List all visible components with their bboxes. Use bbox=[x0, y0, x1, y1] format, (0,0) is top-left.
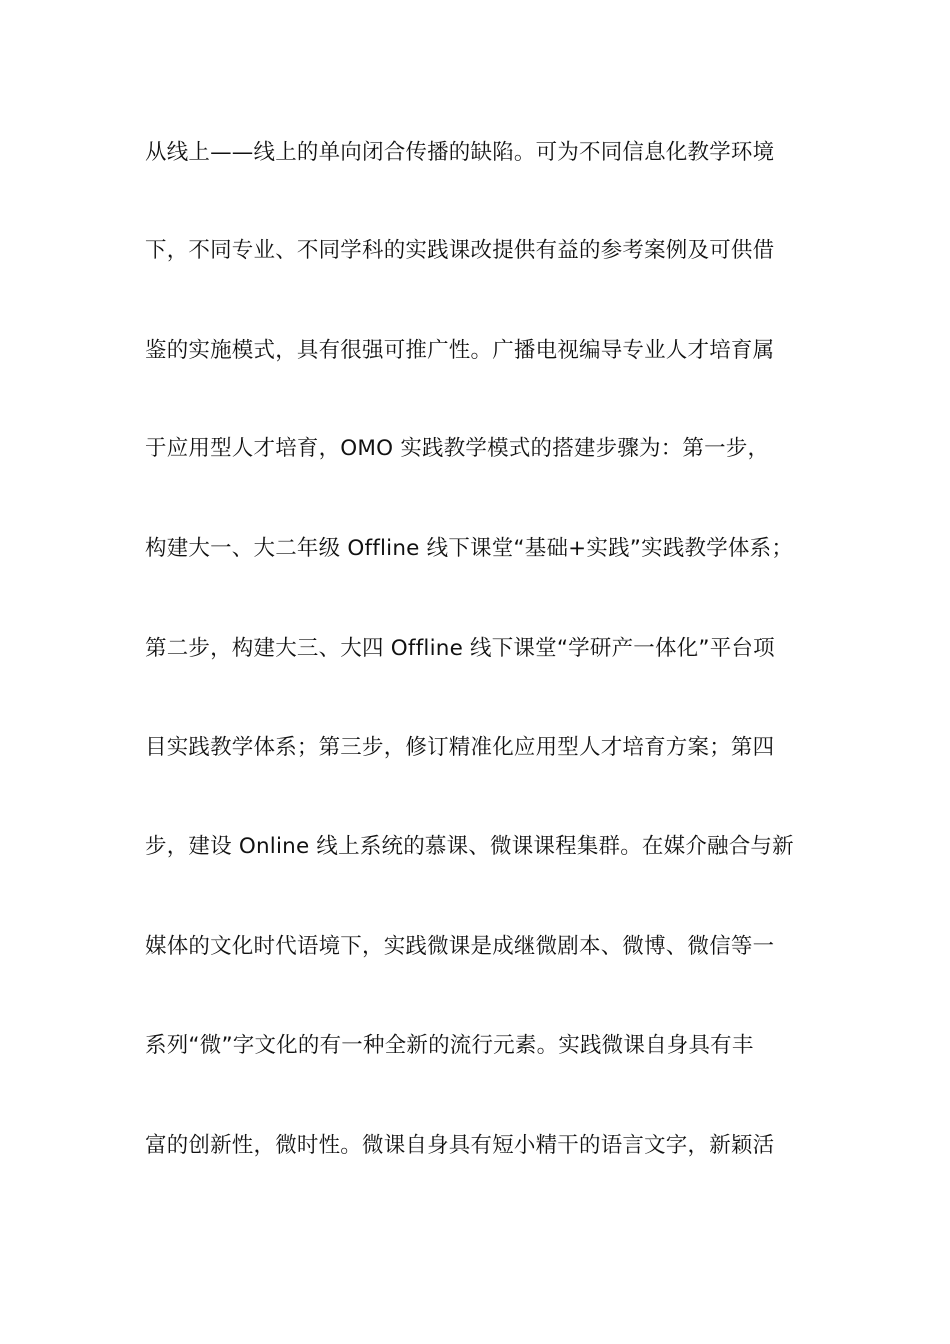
paragraph-line: 鉴的实施模式，具有很强可推广性。广播电视编导专业人才培育属 bbox=[145, 338, 775, 363]
paragraph-line: 系列“微”字文化的有一种全新的流行元素。实践微课自身具有丰 bbox=[145, 1033, 754, 1058]
paragraph-line: 媒体的文化时代语境下，实践微课是成继微剧本、微博、微信等一 bbox=[145, 934, 775, 959]
paragraph-line: 富的创新性，微时性。微课自身具有短小精干的语言文字，新颖活 bbox=[145, 1133, 775, 1158]
paragraph-line: 下，不同专业、不同学科的实践课改提供有益的参考案例及可供借 bbox=[145, 238, 775, 263]
paragraph-line: 第二步，构建大三、大四 Offline 线下课堂“学研产一体化”平台项 bbox=[145, 636, 775, 661]
paragraph-line: 从线上——线上的单向闭合传播的缺陷。可为不同信息化教学环境 bbox=[145, 140, 775, 165]
paragraph-line: 构建大一、大二年级 Offline 线下课堂“基础+实践”实践教学体系； bbox=[145, 536, 794, 561]
paragraph-line: 目实践教学体系；第三步，修订精准化应用型人才培育方案；第四 bbox=[145, 735, 775, 760]
paragraph-line: 于应用型人才培育，OMO 实践教学模式的搭建步骤为：第一步， bbox=[145, 436, 770, 461]
paragraph-line: 步，建设 Online 线上系统的慕课、微课课程集群。在媒介融合与新 bbox=[145, 834, 794, 859]
